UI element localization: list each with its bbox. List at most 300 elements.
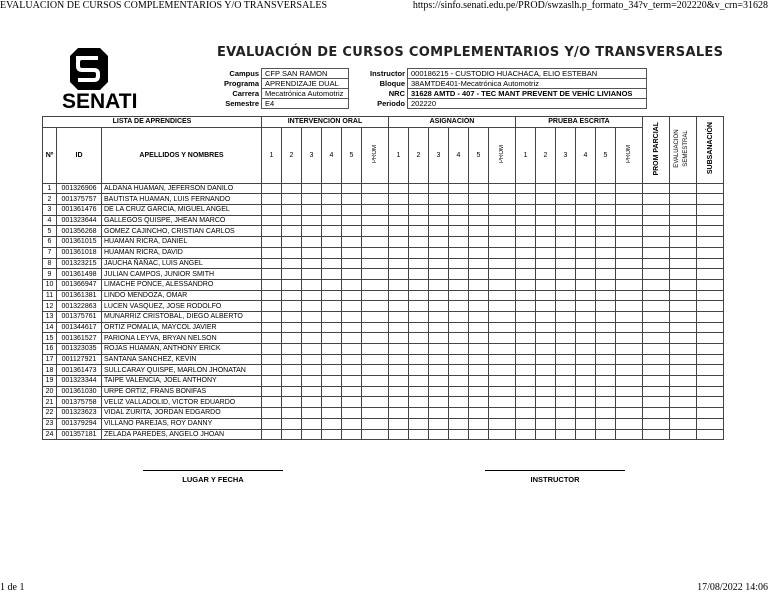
- row-id: 001323644: [57, 215, 102, 226]
- grade-cell: [342, 429, 362, 440]
- grade-cell: [322, 344, 342, 355]
- grade-cell: [516, 269, 536, 280]
- grade-cell: [262, 279, 282, 290]
- grade-cell: [469, 418, 489, 429]
- grade-cell: [449, 429, 469, 440]
- header-eval-semestral: EVALUACIÓN SEMESTRAL: [674, 129, 689, 168]
- grade-cell: [362, 429, 389, 440]
- grade-cell: [429, 237, 449, 248]
- grade-cell: [596, 226, 616, 237]
- grade-cell: [670, 183, 697, 194]
- grade-cell: [536, 237, 556, 248]
- grade-cell: [516, 397, 536, 408]
- info-value: 38AMTDE401-Mecatrónica Automotriz: [408, 79, 647, 89]
- grade-cell: [616, 226, 643, 237]
- grade-cell: [489, 397, 516, 408]
- grade-cell: [302, 215, 322, 226]
- row-name: HUAMAN RICRA, DAVID: [102, 247, 262, 258]
- grade-cell: [282, 365, 302, 376]
- grade-cell: [697, 386, 724, 397]
- grade-cell: [469, 269, 489, 280]
- grade-cell: [409, 418, 429, 429]
- grade-cell: [302, 408, 322, 419]
- grade-cell: [616, 301, 643, 312]
- grade-cell: [576, 311, 596, 322]
- info-label: Carrera: [232, 89, 259, 98]
- grade-cell: [429, 322, 449, 333]
- grade-cell: [536, 418, 556, 429]
- grade-cell: [389, 226, 409, 237]
- grade-cell: [389, 290, 409, 301]
- grade-cell: [536, 376, 556, 387]
- grade-cell: [596, 376, 616, 387]
- row-name: LUCEN VASQUEZ, JOSE RODOLFO: [102, 301, 262, 312]
- grade-cell: [262, 205, 282, 216]
- grade-cell: [576, 269, 596, 280]
- grade-cell: [362, 290, 389, 301]
- grade-cell: [362, 279, 389, 290]
- grade-cell: [489, 365, 516, 376]
- row-name: ORTIZ POMALIA, MAYCOL JAVIER: [102, 322, 262, 333]
- grade-cell: [409, 194, 429, 205]
- grade-cell: [302, 183, 322, 194]
- grade-cell: [282, 258, 302, 269]
- grade-cell: [697, 226, 724, 237]
- grade-cell: [429, 397, 449, 408]
- grade-cell: [489, 258, 516, 269]
- grade-cell: [409, 322, 429, 333]
- grade-cell: [282, 279, 302, 290]
- row-name: GOMEZ CAJINCHO, CRISTIAN CARLOS: [102, 226, 262, 237]
- grade-cell: [262, 215, 282, 226]
- grade-cell: [643, 386, 670, 397]
- grade-cell: [302, 429, 322, 440]
- grade-cell: [469, 365, 489, 376]
- grade-cell: [429, 333, 449, 344]
- grade-cell: [556, 344, 576, 355]
- grade-cell: [449, 194, 469, 205]
- grade-cell: [516, 333, 536, 344]
- grade-cell: [322, 205, 342, 216]
- grade-cell: [322, 215, 342, 226]
- grade-cell: [282, 247, 302, 258]
- print-footer-date: 17/08/2022 14:06: [697, 582, 768, 593]
- info-label: Bloque: [379, 79, 405, 88]
- grade-cell: [469, 279, 489, 290]
- grade-cell: [389, 418, 409, 429]
- row-id: 001356268: [57, 226, 102, 237]
- grade-cell: [469, 333, 489, 344]
- grade-cell: [556, 183, 576, 194]
- grade-cell: [576, 408, 596, 419]
- grade-cell: [449, 376, 469, 387]
- table-row: [43, 429, 724, 440]
- grade-cell: [262, 429, 282, 440]
- grade-cell: [282, 429, 302, 440]
- grade-cell: [362, 311, 389, 322]
- row-id: 001361476: [57, 205, 102, 216]
- grade-cell: [262, 354, 282, 365]
- grade-cell: [556, 386, 576, 397]
- info-label: Instructor: [369, 69, 405, 78]
- grade-cell: [342, 354, 362, 365]
- grade-cell: [302, 279, 322, 290]
- grade-cell: [616, 237, 643, 248]
- header-id: ID: [57, 127, 102, 183]
- grade-cell: [449, 290, 469, 301]
- grade-cell: [362, 376, 389, 387]
- row-name: VIDAL ZURITA, JORDAN EDGARDO: [102, 408, 262, 419]
- grade-cell: [322, 279, 342, 290]
- info-label: Semestre: [225, 99, 259, 108]
- grade-cell: [362, 354, 389, 365]
- grade-cell: [643, 194, 670, 205]
- grade-cell: [302, 397, 322, 408]
- row-name: GALLEGOS QUISPE, JHEAN MARCO: [102, 215, 262, 226]
- grade-cell: [596, 247, 616, 258]
- grade-cell: [262, 226, 282, 237]
- grade-cell: [670, 247, 697, 258]
- grade-cell: [576, 365, 596, 376]
- grade-cell: [536, 333, 556, 344]
- grade-cell: [516, 322, 536, 333]
- grade-cell: [616, 279, 643, 290]
- grade-cell: [697, 194, 724, 205]
- row-number: 13: [43, 311, 57, 322]
- grade-cell: [342, 194, 362, 205]
- grade-cell: [389, 333, 409, 344]
- grade-cell: [516, 301, 536, 312]
- row-number: 17: [43, 354, 57, 365]
- grade-cell: [576, 205, 596, 216]
- grade-cell: [342, 279, 362, 290]
- grade-cell: [429, 344, 449, 355]
- grade-cell: [670, 311, 697, 322]
- grade-cell: [536, 322, 556, 333]
- print-header-title: EVALUACION DE CURSOS COMPLEMENTARIOS Y/O TRANSVERSALES: [0, 0, 328, 11]
- grade-cell: [449, 205, 469, 216]
- row-name: ROJAS HUAMAN, ANTHONY ERICK: [102, 344, 262, 355]
- grade-cell: [429, 290, 449, 301]
- grade-cell: [643, 247, 670, 258]
- grade-cell: [670, 365, 697, 376]
- grade-cell: [516, 226, 536, 237]
- grade-cell: [302, 354, 322, 365]
- grade-cell: [556, 311, 576, 322]
- row-id: 001361527: [57, 333, 102, 344]
- grade-cell: [342, 183, 362, 194]
- info-right-table: [366, 68, 647, 109]
- grade-cell: [697, 247, 724, 258]
- grade-cell: [389, 237, 409, 248]
- grade-cell: [389, 205, 409, 216]
- grade-cell: [262, 397, 282, 408]
- grade-cell: [576, 322, 596, 333]
- grade-cell: [697, 183, 724, 194]
- grade-cell: [576, 258, 596, 269]
- grade-cell: [556, 290, 576, 301]
- grade-cell: [697, 333, 724, 344]
- grade-cell: [262, 247, 282, 258]
- grade-cell: [596, 333, 616, 344]
- table-row: [43, 215, 724, 226]
- grade-cell: [262, 408, 282, 419]
- grade-cell: [362, 269, 389, 280]
- info-left-table: [218, 68, 349, 109]
- grade-cell: [616, 418, 643, 429]
- grade-cell: [362, 322, 389, 333]
- grade-cell: [556, 301, 576, 312]
- row-number: 3: [43, 205, 57, 216]
- grade-cell: [449, 237, 469, 248]
- row-number: 21: [43, 397, 57, 408]
- grade-cell: [429, 215, 449, 226]
- grade-cell: [596, 344, 616, 355]
- grade-cell: [536, 194, 556, 205]
- row-id: 001375758: [57, 397, 102, 408]
- row-number: 6: [43, 237, 57, 248]
- grade-cell: [489, 279, 516, 290]
- grade-cell: [322, 354, 342, 365]
- grade-cell: [516, 205, 536, 216]
- grade-cell: [342, 215, 362, 226]
- grade-cell: [429, 376, 449, 387]
- row-name: MUNARRIZ CRISTOBAL, DIEGO ALBERTO: [102, 311, 262, 322]
- info-value: E4: [262, 99, 349, 109]
- row-name: JAUCHA ÑAÑAC, LUIS ANGEL: [102, 258, 262, 269]
- grade-cell: [342, 247, 362, 258]
- grade-cell: [409, 365, 429, 376]
- grade-cell: [616, 386, 643, 397]
- grade-cell: [516, 194, 536, 205]
- grade-cell: [302, 365, 322, 376]
- header-subsanacion: SUBSANACIÓN: [706, 122, 714, 175]
- grade-cell: [616, 290, 643, 301]
- grade-cell: [342, 344, 362, 355]
- grade-cell: [362, 194, 389, 205]
- grade-cell: [449, 322, 469, 333]
- grade-cell: [389, 429, 409, 440]
- grade-cell: [362, 397, 389, 408]
- grade-cell: [697, 301, 724, 312]
- grade-cell: [322, 183, 342, 194]
- grade-cell: [302, 301, 322, 312]
- grade-cell: [516, 418, 536, 429]
- grade-cell: [302, 418, 322, 429]
- grade-cell: [536, 258, 556, 269]
- grade-cell: [516, 183, 536, 194]
- grade-cell: [469, 258, 489, 269]
- grade-cell: [342, 418, 362, 429]
- grade-cell: [643, 258, 670, 269]
- table-row: [43, 258, 724, 269]
- grade-cell: [449, 397, 469, 408]
- grade-cell: [556, 354, 576, 365]
- grade-cell: [302, 376, 322, 387]
- grade-cell: [697, 279, 724, 290]
- row-id: 001361015: [57, 237, 102, 248]
- grade-cell: [556, 237, 576, 248]
- grade-cell: [429, 226, 449, 237]
- grade-cell: [429, 354, 449, 365]
- grade-cell: [596, 365, 616, 376]
- grade-cell: [596, 258, 616, 269]
- grade-cell: [449, 333, 469, 344]
- grade-cell: [643, 333, 670, 344]
- row-id: 001379294: [57, 418, 102, 429]
- grade-cell: [556, 322, 576, 333]
- grade-cell: [282, 408, 302, 419]
- grade-cell: [362, 365, 389, 376]
- grade-cell: [616, 322, 643, 333]
- grade-cell: [282, 205, 302, 216]
- grade-cell: [489, 418, 516, 429]
- subheader-col: 4: [576, 127, 596, 183]
- grade-cell: [322, 258, 342, 269]
- grade-cell: [322, 365, 342, 376]
- grade-cell: [576, 376, 596, 387]
- grade-cell: [469, 301, 489, 312]
- table-row: [43, 301, 724, 312]
- grade-cell: [670, 237, 697, 248]
- grade-cell: [469, 237, 489, 248]
- grade-cell: [536, 344, 556, 355]
- grade-cell: [362, 258, 389, 269]
- row-number: 2: [43, 194, 57, 205]
- grade-cell: [576, 333, 596, 344]
- table-row: [43, 183, 724, 194]
- grade-cell: [302, 205, 322, 216]
- grade-cell: [322, 322, 342, 333]
- row-id: 001323623: [57, 408, 102, 419]
- table-row: [43, 376, 724, 387]
- row-id: 001361030: [57, 386, 102, 397]
- grade-cell: [670, 215, 697, 226]
- grade-cell: [616, 247, 643, 258]
- grade-cell: [409, 311, 429, 322]
- grade-cell: [643, 376, 670, 387]
- row-id: 001361498: [57, 269, 102, 280]
- grade-cell: [409, 279, 429, 290]
- grade-cell: [697, 290, 724, 301]
- table-row: [43, 237, 724, 248]
- grade-cell: [389, 247, 409, 258]
- row-id: 001344617: [57, 322, 102, 333]
- grade-cell: [576, 429, 596, 440]
- grade-cell: [643, 322, 670, 333]
- grade-cell: [302, 269, 322, 280]
- grade-cell: [429, 247, 449, 258]
- grade-cell: [409, 215, 429, 226]
- grade-cell: [596, 386, 616, 397]
- header-oral: INTERVENCIÓN ORAL: [262, 117, 389, 128]
- grade-cell: [643, 311, 670, 322]
- grade-cell: [302, 247, 322, 258]
- grade-cell: [643, 365, 670, 376]
- subheader-col: 1: [389, 127, 409, 183]
- grade-cell: [262, 376, 282, 387]
- table-row: [43, 290, 724, 301]
- grade-cell: [670, 376, 697, 387]
- row-name: LINDO MENDOZA, OMAR: [102, 290, 262, 301]
- grade-cell: [643, 429, 670, 440]
- grade-cell: [576, 418, 596, 429]
- grade-cell: [322, 226, 342, 237]
- grade-cell: [670, 258, 697, 269]
- grade-cell: [616, 183, 643, 194]
- grade-cell: [449, 215, 469, 226]
- grade-cell: [362, 247, 389, 258]
- grades-table: [42, 116, 724, 440]
- grade-cell: [302, 322, 322, 333]
- grade-cell: [489, 247, 516, 258]
- grade-cell: [697, 354, 724, 365]
- grade-cell: [262, 344, 282, 355]
- grade-cell: [643, 183, 670, 194]
- header-lista: LISTA DE APRENDICES: [43, 117, 262, 128]
- table-row: [43, 418, 724, 429]
- grade-cell: [282, 269, 302, 280]
- grade-cell: [389, 397, 409, 408]
- grade-cell: [409, 183, 429, 194]
- row-number: 5: [43, 226, 57, 237]
- row-id: 001366947: [57, 279, 102, 290]
- grade-cell: [596, 237, 616, 248]
- grade-cell: [262, 290, 282, 301]
- grade-cell: [576, 344, 596, 355]
- grade-cell: [429, 183, 449, 194]
- grade-cell: [282, 183, 302, 194]
- grade-cell: [516, 290, 536, 301]
- row-id: 001323215: [57, 258, 102, 269]
- grade-cell: [643, 290, 670, 301]
- row-id: 001322863: [57, 301, 102, 312]
- grade-cell: [302, 386, 322, 397]
- grade-cell: [697, 344, 724, 355]
- grade-cell: [489, 333, 516, 344]
- grade-cell: [596, 205, 616, 216]
- grade-cell: [342, 301, 362, 312]
- grade-cell: [643, 344, 670, 355]
- grade-cell: [616, 205, 643, 216]
- grade-cell: [616, 376, 643, 387]
- table-row: [43, 397, 724, 408]
- signature-label-left: LUGAR Y FECHA: [182, 475, 244, 484]
- grade-cell: [409, 333, 429, 344]
- grade-cell: [489, 386, 516, 397]
- grade-cell: [670, 386, 697, 397]
- info-value: Mecatrónica Automotriz: [262, 89, 349, 99]
- grade-cell: [616, 408, 643, 419]
- grade-cell: [449, 311, 469, 322]
- grade-cell: [449, 354, 469, 365]
- grade-cell: [596, 301, 616, 312]
- row-number: 18: [43, 365, 57, 376]
- grade-cell: [342, 237, 362, 248]
- info-label: Periodo: [377, 99, 405, 108]
- grade-cell: [596, 290, 616, 301]
- grade-cell: [469, 344, 489, 355]
- grade-cell: [389, 386, 409, 397]
- grade-cell: [322, 237, 342, 248]
- grade-cell: [469, 183, 489, 194]
- info-value: CFP SAN RAMON: [262, 69, 349, 79]
- grade-cell: [596, 408, 616, 419]
- grade-cell: [469, 322, 489, 333]
- grade-cell: [697, 418, 724, 429]
- grade-cell: [596, 269, 616, 280]
- grade-cell: [262, 333, 282, 344]
